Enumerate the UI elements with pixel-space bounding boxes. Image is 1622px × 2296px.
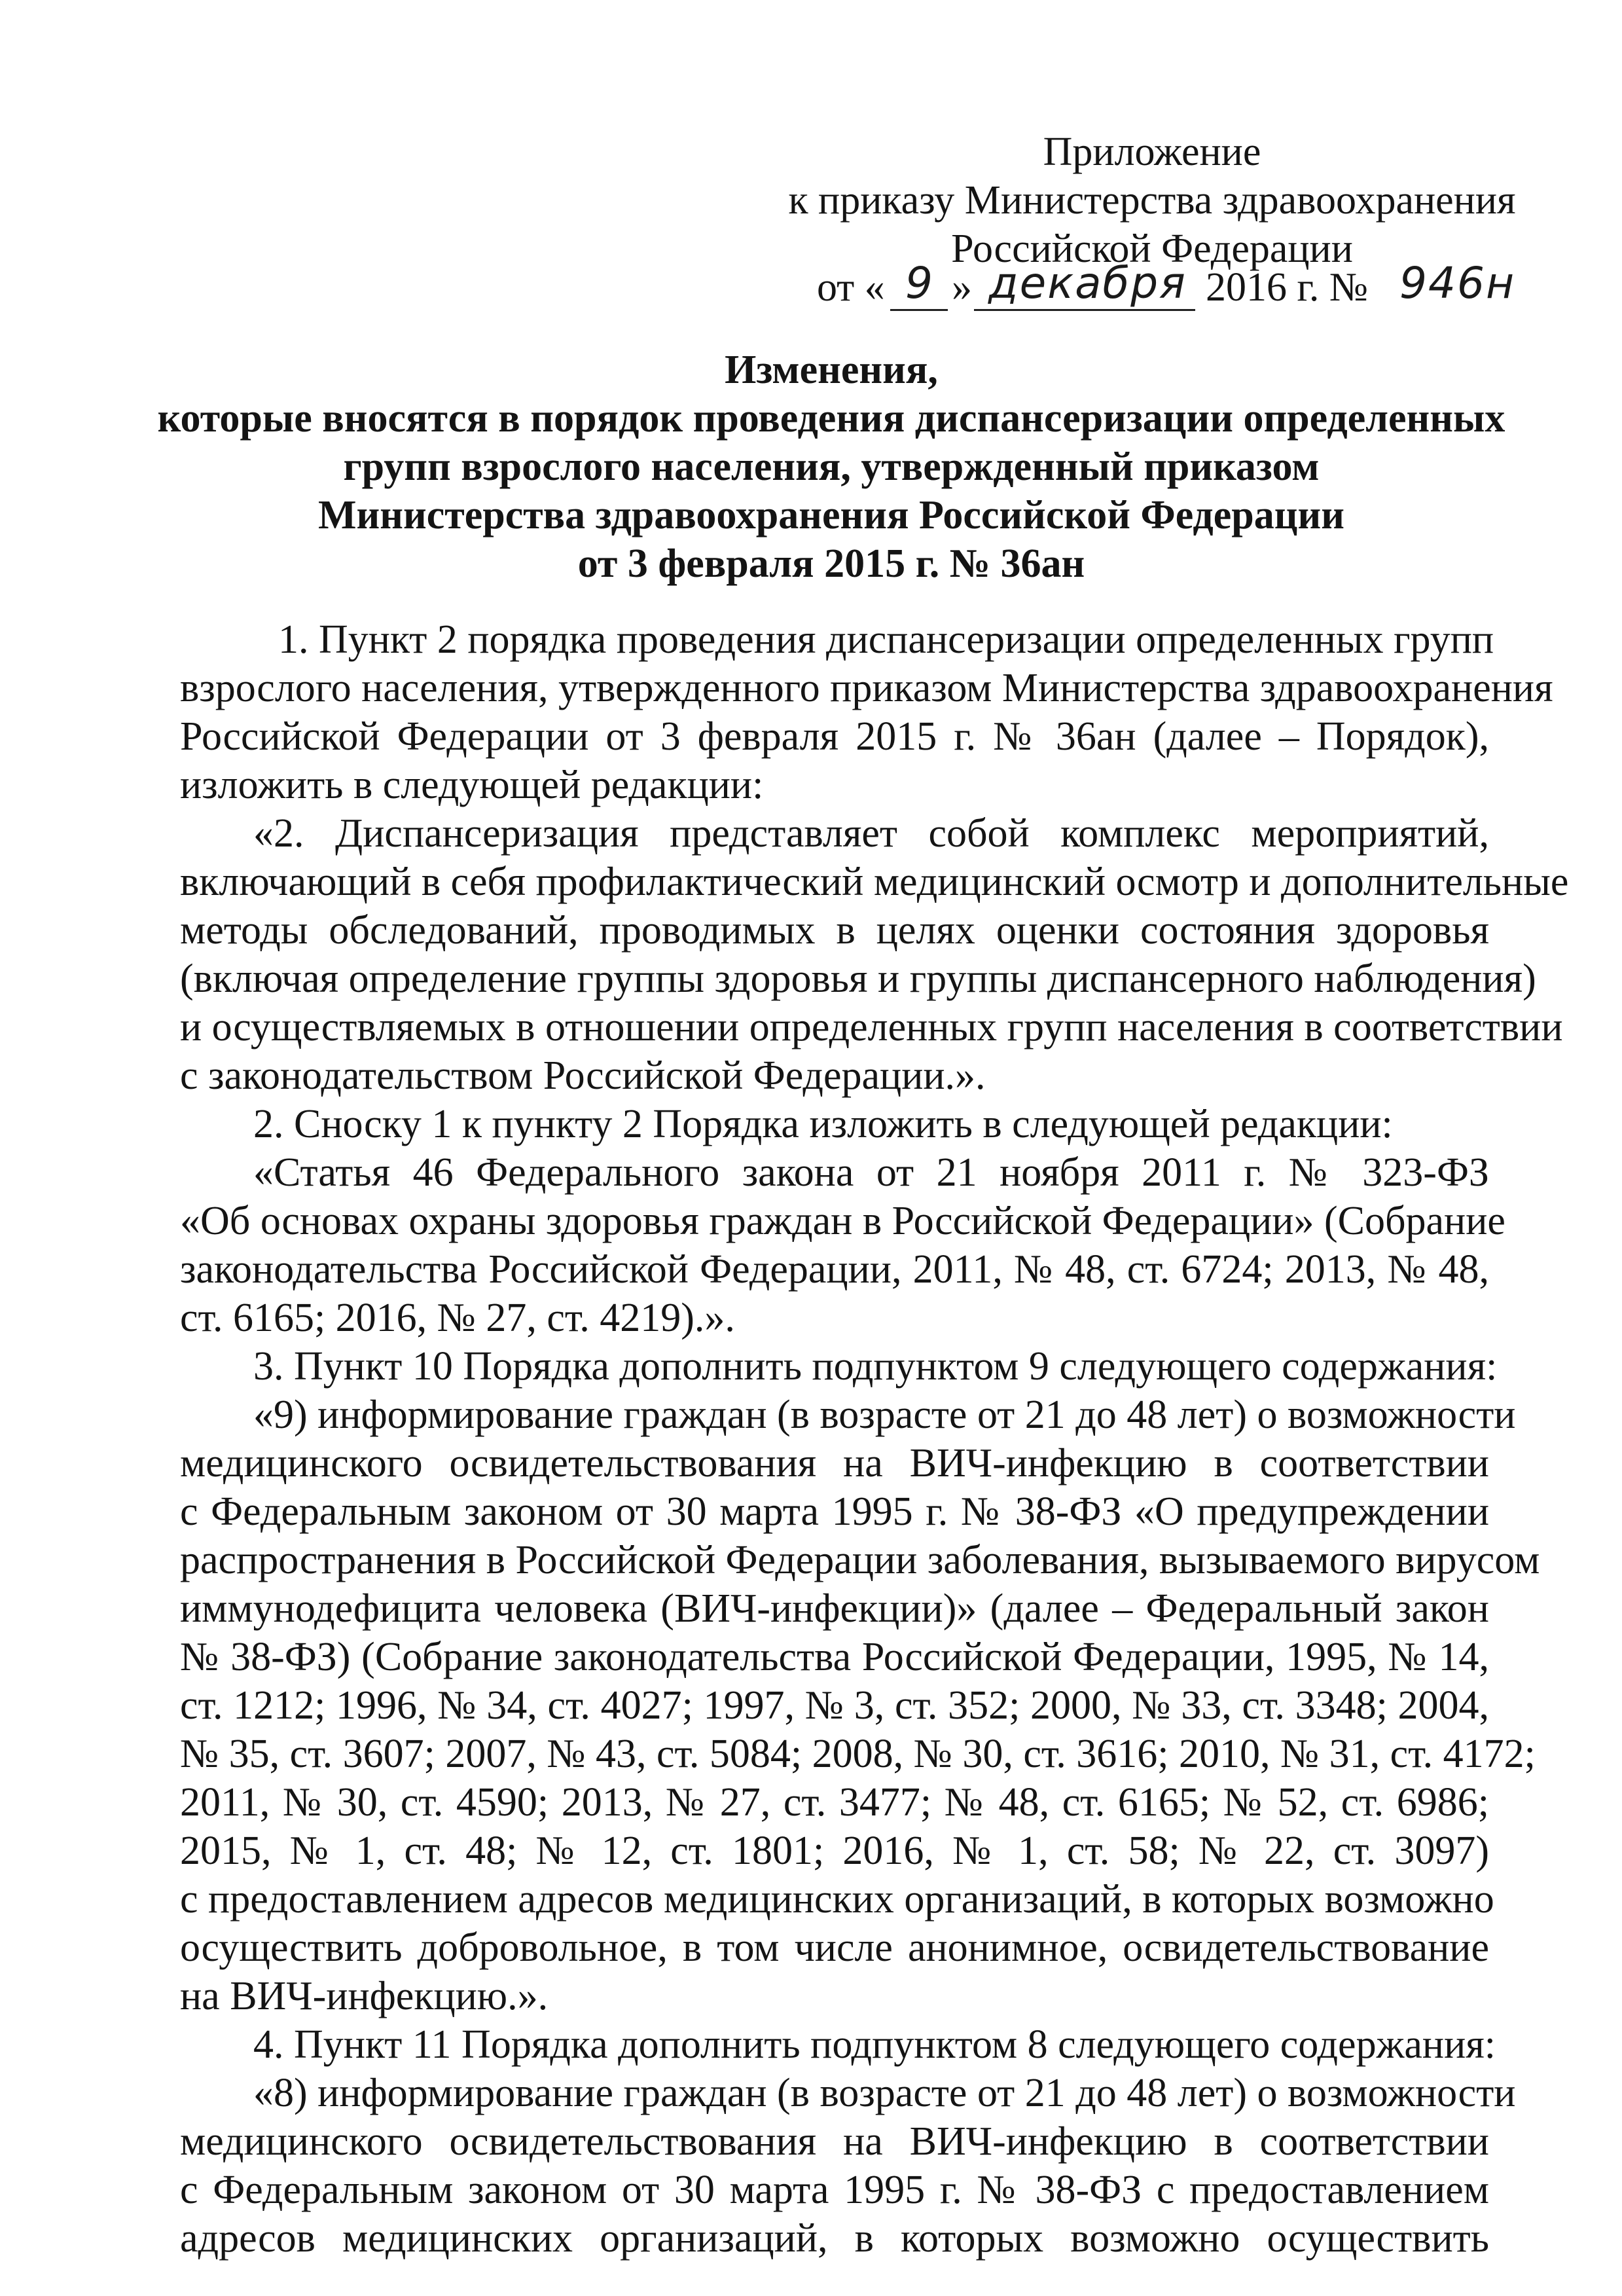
body-line: взрослого населения, утвержденного приказом Министерства здравоохранения — [180, 666, 1553, 710]
body-line: адресов медицинских организаций, в которых возможно осуществить — [180, 2216, 1489, 2261]
date-mid: » — [952, 265, 972, 310]
date-prefix: от « — [817, 265, 885, 310]
month-underline — [974, 309, 1195, 311]
body-line: иммунодефицита человека (ВИЧ-инфекции)» (далее – Федеральный закон — [180, 1586, 1489, 1631]
body-line: и осуществляемых в отношении определенных групп населения в соответствии — [180, 1005, 1563, 1049]
title-line-5: от 3 февраля 2015 г. № 36ан — [577, 541, 1085, 586]
body-line: с законодательством Российской Федерации.». — [180, 1053, 986, 1098]
body-line: осуществить добровольное, в том числе анонимное, освидетельствование — [180, 1925, 1489, 1970]
body-line: «8) информирование граждан (в возрасте от 21 до 48 лет) о возможности — [253, 2071, 1516, 2115]
body-line: 3. Пункт 10 Порядка дополнить подпунктом 9 следующего содержания: — [253, 1344, 1498, 1389]
handwritten-month: декабря — [988, 258, 1187, 308]
body-line: (включая определение группы здоровья и группы диспансерного наблюдения) — [180, 957, 1536, 1001]
body-line: с предоставлением адресов медицинских организаций, в которых возможно — [180, 1877, 1494, 1922]
body-line: «Об основах охраны здоровья граждан в Российской Федерации» (Собрание — [180, 1199, 1505, 1243]
date-year: 2016 г. № — [1206, 265, 1369, 310]
body-line: «9) информирование граждан (в возрасте от 21 до 48 лет) о возможности — [253, 1393, 1516, 1437]
document-title — [151, 346, 1512, 588]
body-line: «2. Диспансеризация представляет собой комплекс мероприятий, — [253, 811, 1489, 856]
appendix-label: Приложение — [1043, 130, 1261, 174]
appendix-header — [772, 128, 1532, 273]
document-body — [180, 615, 1569, 2263]
body-line: изложить в следующей редакции: — [180, 763, 764, 807]
title-line-3: групп взрослого населения, утвержденный приказом — [343, 445, 1320, 489]
body-line: распространения в Российской Федерации заболевания, вызываемого вирусом — [180, 1538, 1540, 1582]
title-line-4: Министерства здравоохранения Российской Федерации — [318, 493, 1344, 538]
handwritten-day: 9 — [905, 258, 934, 308]
body-line: законодательства Российской Федерации, 2011, № 48, ст. 6724; 2013, № 48, — [180, 1247, 1489, 1292]
body-line: с Федеральным законом от 30 марта 1995 г. № 38-ФЗ с предоставлением — [180, 2168, 1489, 2212]
body-line: 2015, № 1, ст. 48; № 12, ст. 1801; 2016, № 1, ст. 58; № 22, ст. 3097) — [180, 1829, 1489, 1873]
body-line: 2. Сноску 1 к пункту 2 Порядка изложить в следующей редакции: — [253, 1102, 1393, 1146]
appendix-country: Российской Федерации — [951, 227, 1353, 271]
body-line: «Статья 46 Федерального закона от 21 ноября 2011 г. № 323-ФЗ — [253, 1150, 1489, 1195]
body-line: включающий в себя профилактический медицинский осмотр и дополнительные — [180, 860, 1569, 904]
body-line: 4. Пункт 11 Порядка дополнить подпунктом 8 следующего содержания: — [253, 2022, 1496, 2067]
body-line: ст. 6165; 2016, № 27, ст. 4219).». — [180, 1296, 735, 1340]
body-line: 1. Пункт 2 порядка проведения диспансеризации определенных групп — [278, 617, 1494, 662]
body-line: ст. 1212; 1996, № 34, ст. 4027; 1997, № 3, ст. 352; 2000, № 33, ст. 3348; 2004, — [180, 1683, 1489, 1728]
body-line: с Федеральным законом от 30 марта 1995 г. № 38-ФЗ «О предупреждении — [180, 1489, 1489, 1534]
title-line-1: Изменения, — [725, 348, 938, 392]
body-line: № 35, ст. 3607; 2007, № 43, ст. 5084; 2008, № 30, ст. 3616; 2010, № 31, ст. 4172; — [180, 1732, 1536, 1776]
handwritten-number: 946н — [1399, 258, 1516, 308]
title-line-2: которые вносятся в порядок проведения диспансеризации определенных — [157, 396, 1505, 441]
body-line: Российской Федерации от 3 февраля 2015 г. № 36ан (далее – Порядок), — [180, 714, 1489, 759]
appendix-order-ref: к приказу Министерства здравоохранения — [788, 178, 1516, 223]
body-line: 2011, № 30, ст. 4590; 2013, № 27, ст. 3477; № 48, ст. 6165; № 52, ст. 6986; — [180, 1780, 1489, 1825]
body-line: на ВИЧ-инфекцию.». — [180, 1974, 549, 2018]
body-line: № 38-ФЗ) (Собрание законодательства Российской Федерации, 1995, № 14, — [180, 1635, 1489, 1679]
order-date-line — [817, 258, 1537, 322]
body-line: медицинского освидетельствования на ВИЧ-инфекцию в соответствии — [180, 1441, 1489, 1485]
body-line: медицинского освидетельствования на ВИЧ-инфекцию в соответствии — [180, 2119, 1489, 2164]
day-underline — [890, 309, 948, 311]
body-line: методы обследований, проводимых в целях оценки состояния здоровья — [180, 908, 1489, 953]
